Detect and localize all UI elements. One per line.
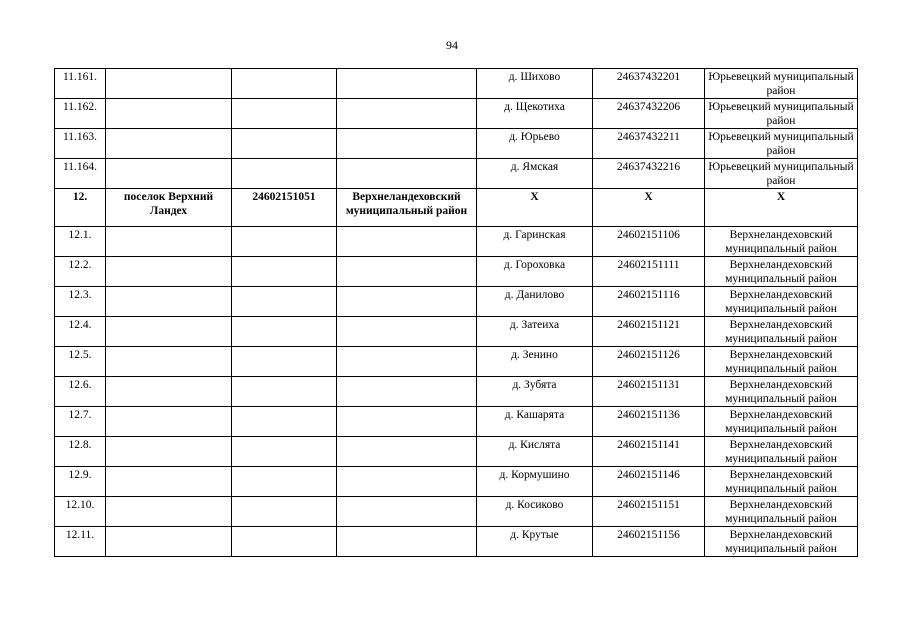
settlement-name: д. Косиково: [477, 497, 593, 527]
municipality-name: Верхнеландеховский муниципальный район: [705, 257, 858, 287]
district-name: Верхнеландеховский муниципальный район: [337, 189, 477, 227]
locality-code: [232, 437, 337, 467]
municipality-name: Верхнеландеховский муниципальный район: [705, 287, 858, 317]
locality-name: [106, 99, 232, 129]
municipality-name: Верхнеландеховский муниципальный район: [705, 497, 858, 527]
oktmo-code: 24637432206: [593, 99, 705, 129]
oktmo-code: 24602151136: [593, 407, 705, 437]
settlement-name: д. Ямская: [477, 159, 593, 189]
locality-code: [232, 407, 337, 437]
settlement-name: д. Крутые: [477, 527, 593, 557]
municipality-name: Верхнеландеховский муниципальный район: [705, 347, 858, 377]
settlement-name: д. Шихово: [477, 69, 593, 99]
municipality-name: Юрьевецкий муниципальный район: [705, 129, 858, 159]
locality-name: [106, 159, 232, 189]
table-row: [55, 527, 858, 557]
table-row: [55, 69, 858, 99]
table-row: [55, 497, 858, 527]
row-number: 12.11.: [55, 527, 106, 557]
settlement-name: д. Гороховка: [477, 257, 593, 287]
district-name: [337, 527, 477, 557]
municipality-name: Верхнеландеховский муниципальный район: [705, 527, 858, 557]
district-name: [337, 287, 477, 317]
municipality-name: Верхнеландеховский муниципальный район: [705, 317, 858, 347]
table-row: [55, 129, 858, 159]
row-number: 12.6.: [55, 377, 106, 407]
municipality-name: Верхнеландеховский муниципальный район: [705, 227, 858, 257]
oktmo-code: 24602151116: [593, 287, 705, 317]
table-row: [55, 159, 858, 189]
locality-name: [106, 129, 232, 159]
row-number: 11.164.: [55, 159, 106, 189]
locality-code: 24602151051: [232, 189, 337, 227]
locality-name: [106, 69, 232, 99]
district-name: [337, 437, 477, 467]
municipality-name: Юрьевецкий муниципальный район: [705, 99, 858, 129]
table-row: [55, 257, 858, 287]
locality-code: [232, 69, 337, 99]
table-row: [55, 467, 858, 497]
row-number: 12.7.: [55, 407, 106, 437]
table-row: [55, 287, 858, 317]
row-number: 12.2.: [55, 257, 106, 287]
locality-name: [106, 227, 232, 257]
row-number: 12.3.: [55, 287, 106, 317]
locality-code: [232, 287, 337, 317]
oktmo-code: 24602151141: [593, 437, 705, 467]
oktmo-code: 24602151146: [593, 467, 705, 497]
district-name: [337, 99, 477, 129]
district-name: [337, 129, 477, 159]
district-name: [337, 347, 477, 377]
settlement-name: д. Кашарята: [477, 407, 593, 437]
table-row-section: [55, 189, 858, 227]
table-row: [55, 347, 858, 377]
district-name: [337, 69, 477, 99]
settlement-name: д. Кислята: [477, 437, 593, 467]
oktmo-code: 24637432201: [593, 69, 705, 99]
locality-code: [232, 257, 337, 287]
oktmo-code: 24602151131: [593, 377, 705, 407]
page-number: 94: [446, 38, 458, 52]
locality-code: [232, 129, 337, 159]
locality-code: [232, 377, 337, 407]
locality-name: [106, 467, 232, 497]
locality-code: [232, 317, 337, 347]
locality-code: [232, 497, 337, 527]
settlement-name: д. Данилово: [477, 287, 593, 317]
municipality-name: Юрьевецкий муниципальный район: [705, 159, 858, 189]
locality-name: [106, 527, 232, 557]
locality-name: [106, 347, 232, 377]
settlement-name: д. Юрьево: [477, 129, 593, 159]
row-number: 12.5.: [55, 347, 106, 377]
locality-code: [232, 227, 337, 257]
locality-name: [106, 287, 232, 317]
row-number: 12.4.: [55, 317, 106, 347]
settlement-name: д. Зенино: [477, 347, 593, 377]
row-number: 11.163.: [55, 129, 106, 159]
oktmo-code: 24602151126: [593, 347, 705, 377]
row-number: 12.10.: [55, 497, 106, 527]
district-name: [337, 159, 477, 189]
locality-name: [106, 437, 232, 467]
row-number: 12.1.: [55, 227, 106, 257]
locality-code: [232, 347, 337, 377]
district-name: [337, 257, 477, 287]
table-body: [55, 69, 858, 557]
oktmo-code: Х: [593, 189, 705, 227]
row-number: 11.162.: [55, 99, 106, 129]
district-name: [337, 407, 477, 437]
settlement-name: д. Кормушино: [477, 467, 593, 497]
settlement-name: д. Щекотиха: [477, 99, 593, 129]
locality-name: поселок Верхний Ландех: [106, 189, 232, 227]
locality-code: [232, 467, 337, 497]
table-row: [55, 407, 858, 437]
settlement-name: Х: [477, 189, 593, 227]
municipality-name: Х: [705, 189, 858, 227]
settlement-name: д. Затеиха: [477, 317, 593, 347]
row-number: 11.161.: [55, 69, 106, 99]
district-name: [337, 227, 477, 257]
locality-name: [106, 317, 232, 347]
table-row: [55, 377, 858, 407]
district-name: [337, 377, 477, 407]
settlement-name: д. Гаринская: [477, 227, 593, 257]
locality-name: [106, 407, 232, 437]
locality-name: [106, 257, 232, 287]
municipality-name: Юрьевецкий муниципальный район: [705, 69, 858, 99]
settlement-name: д. Зубята: [477, 377, 593, 407]
settlement-registry-table: [54, 68, 858, 557]
municipality-name: Верхнеландеховский муниципальный район: [705, 407, 858, 437]
oktmo-code: 24637432211: [593, 129, 705, 159]
oktmo-code: 24602151121: [593, 317, 705, 347]
district-name: [337, 467, 477, 497]
row-number: 12.9.: [55, 467, 106, 497]
oktmo-code: 24602151156: [593, 527, 705, 557]
oktmo-code: 24602151111: [593, 257, 705, 287]
oktmo-code: 24602151106: [593, 227, 705, 257]
locality-code: [232, 159, 337, 189]
locality-code: [232, 99, 337, 129]
table-row: [55, 437, 858, 467]
municipality-name: Верхнеландеховский муниципальный район: [705, 377, 858, 407]
district-name: [337, 317, 477, 347]
locality-name: [106, 497, 232, 527]
table-row: [55, 317, 858, 347]
oktmo-code: 24602151151: [593, 497, 705, 527]
locality-code: [232, 527, 337, 557]
table-row: [55, 99, 858, 129]
row-number: 12.8.: [55, 437, 106, 467]
table-row: [55, 227, 858, 257]
locality-name: [106, 377, 232, 407]
municipality-name: Верхнеландеховский муниципальный район: [705, 467, 858, 497]
district-name: [337, 497, 477, 527]
oktmo-code: 24637432216: [593, 159, 705, 189]
municipality-name: Верхнеландеховский муниципальный район: [705, 437, 858, 467]
row-number: 12.: [55, 189, 106, 227]
